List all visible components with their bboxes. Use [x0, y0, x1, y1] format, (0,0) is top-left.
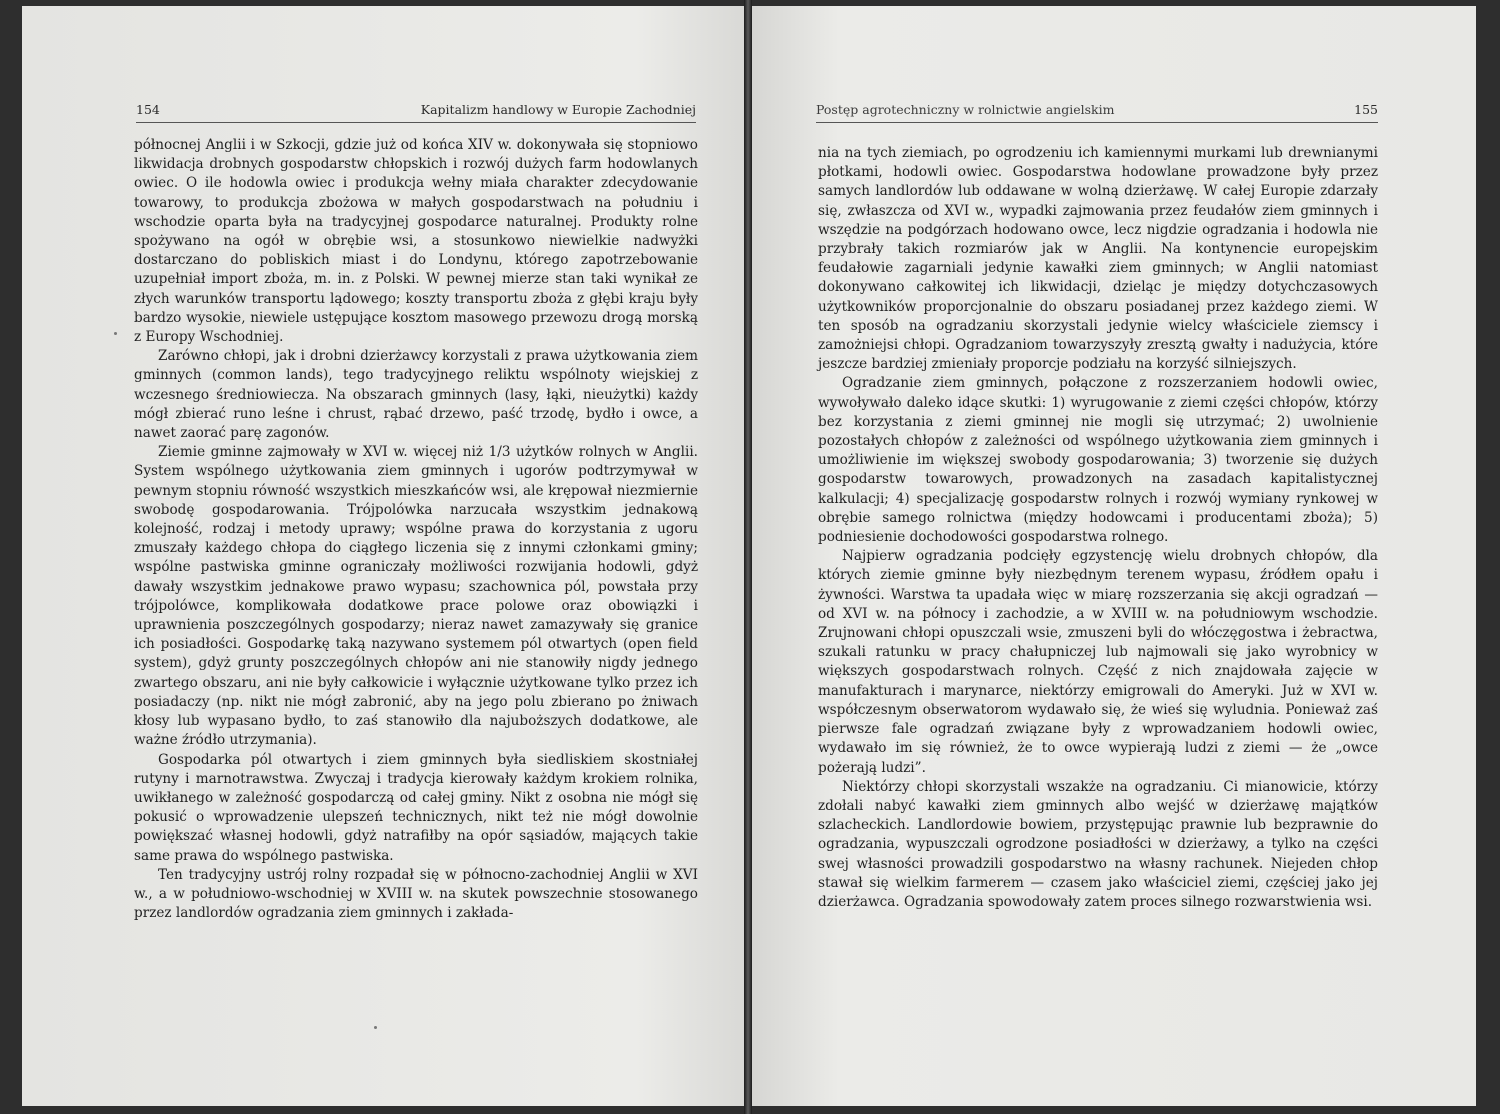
- page-body-left: [134, 136, 698, 923]
- page-number: 155: [1354, 102, 1378, 117]
- running-title: Kapitalizm handlowy w Europie Zachodniej: [420, 102, 696, 117]
- paragraph: Niektórzy chłopi skorzystali wszakże na ogradzaniu. Ci mianowicie, którzy zdołali nabyć kawałki ziem gminnych albo wejść w dzierżawę majątków szlacheckich. Landlordowie bowiem, przystępując prawnie lub bezprawnie do ogradzania, wypuszczali ogrodzone posiadłości w dzierżawy, a tylko na części swej własności prowadzili gospodarstwo na własny rachunek. Niejeden chłop stawał się wielkim farmerem — czasem jako właściciel ziemi, częściej jako jej dzierżawca. Ogradzania spowodowały zatem proces silnego rozwarstwienia wsi.: [818, 778, 1378, 910]
- left-page: [22, 6, 744, 1106]
- paragraph: Zarówno chłopi, jak i drobni dzierżawcy korzystali z prawa użytkowania ziem gminnych (common lands), tego tradycyjnego reliktu wspólnoty wiejskiej z wczesnego średniowiecza. Na obszarach gminnych (lasy, łąki, nieużytki) każdy mógł zbierać runo leśne i chrust, rąbać drzewo, paść trzodę, bydło i owce, a nawet zaorać parę zagonów.: [134, 348, 698, 442]
- book-gutter: [744, 0, 752, 1114]
- page-body-right: [818, 144, 1378, 912]
- right-page: [752, 6, 1476, 1106]
- running-header-right: [816, 98, 1378, 123]
- paragraph: Ten tradycyjny ustrój rolny rozpadał się w północno-zachodniej Anglii w XVI w., a w południowo-wschodniej w XVIII w. na skutek powszechnie stosowanego przez landlordów ogradzania ziem gminnych i zakłada-: [134, 866, 698, 922]
- paragraph: Ogradzanie ziem gminnych, połączone z rozszerzaniem hodowli owiec, wywoływało daleko idące skutki: 1) wyrugowanie z ziemi części chłopów, którzy bez korzystania z ziemi gminnej nie mogli się utrzymać; 2) uwolnienie pozostałych chłopów z zależności od wspólnego użytkowania ziem gminnych i umożliwienie im większej swobody gospodarowania; 3) tworzenie się dużych gospodarstw towarowych, prowadzonych na zasadach kapitalistycznej kalkulacji; 4) specjalizację gospodarstw rolnych i rozwój wymiany rynkowej w obrębie samego rolnictwa (między hodowcami i producentami zboża); 5) podniesienie dochodowości gospodarstwa rolnego.: [818, 375, 1378, 546]
- page-number: 154: [136, 102, 160, 117]
- running-title: Postęp agrotechniczny w rolnictwie angielskim: [816, 102, 1115, 117]
- paragraph: Najpierw ogradzania podcięły egzystencję wielu drobnych chłopów, dla których ziemie gminne były niezbędnym terenem wypasu, źródłem opału i żywności. Warstwa ta upadała więc w miarę rozszerzania się akcji ogradzań — od XVI w. na północy i zachodzie, a w XVIII w. na południowym wschodzie. Zrujnowani chłopi opuszczali wsie, zmuszeni byli do włóczęgostwa i żebractwa, szukali ratunku w pracy chałupniczej lub najmowali się jako wyrobnicy w większych gospodarstwach rolnych. Część z nich znajdowała zajęcie w manufakturach i marynarce, niektórzy emigrowali do Ameryki. Już w XVI w. współczesnym obserwatorom wydawało się, że wieś się wyludnia. Ponieważ zaś pierwsze fale ogradzań związane były z wprowadzaniem hodowli owiec, wydawało im się również, że to owce wypierają ludzi z ziemi — że „owce pożerają ludzi”.: [818, 548, 1378, 776]
- paragraph: północnej Anglii i w Szkocji, gdzie już od końca XIV w. dokonywała się stopniowo likwidacja drobnych gospodarstw chłopskich i rozwój dużych farm hodowlanych owiec. O ile hodowla owiec i produkcja wełny miała charakter zdecydowanie towarowy, to produkcja zbożowa w małych gospodarstwach na południu i wschodzie oparta była na tradycyjnej gospodarce naturalnej. Produkty rolne spożywano na ogół w obrębie wsi, a stosunkowo niewielkie nadwyżki dostarczano do pobliskich miast i do Londynu, którego zapotrzebowanie uzupełniał import zboża, m. in. z Polski. W pewnej mierze stan taki wynikał ze złych warunków transportu lądowego; koszty transportu zboża z głębi kraju były bardzo wysokie, niewiele ustępujące kosztom masowego przewozu drogą morską z Europy Wschodniej.: [134, 137, 698, 346]
- paragraph: Gospodarka pól otwartych i ziem gminnych była siedliskiem skostniałej rutyny i marnotrawstwa. Zwyczaj i tradycja kierowały każdym krokiem rolnika, uwikłanego w zależność gospodarczą od całej gminy. Nikt z osobna nie mógł się pokusić o wprowadzenie ulepszeń technicznych, nikt też nie mógł dowolnie powiększać własnej hodowli, gdyż natrafiłby na opór sąsiadów, mających takie same prawa do wspólnego pastwiska.: [134, 751, 698, 864]
- print-speck: [114, 332, 117, 335]
- paragraph: nia na tych ziemiach, po ogrodzeniu ich kamiennymi murkami lub drewnianymi płotkami, hodowli owiec. Gospodarstwa hodowlane prowadzone były przez samych landlordów lub oddawane w wolną dzierżawę. W całej Europie zdarzały się, zwłaszcza od XVI w., wypadki zajmowania przez feudałów ziem gminnych i wszędzie na podgórzach hodowano owce, lecz nigdzie ogradzania i hodowla nie przybrały takich rozmiarów jak w Anglii. Na kontynencie europejskim feudałowie zagarniali jedynie kawałki ziem gminnych; w Anglii natomiast dokonywano całkowitej ich likwidacji, dzieląc je między dotychczasowych użytkowników proporcjonalnie do obszaru posiadanej przez każdego ziemi. W ten sposób na ogradzaniu skorzystali jedynie wielcy właściciele ziemscy i zamożniejsi chłopi. Ogradzaniom towarzyszyły zresztą gwałty i nadużycia, które jeszcze bardziej zmieniały proporcje podziału na korzyść silniejszych.: [818, 145, 1378, 373]
- print-speck: [374, 1026, 377, 1029]
- paragraph: Ziemie gminne zajmowały w XVI w. więcej niż 1/3 użytków rolnych w Anglii. System wspólnego użytkowania ziem gminnych i ugorów podtrzymywał w pewnym stopniu równość wszystkich mieszkańców wsi, ale krępował niezmiernie swobodę gospodarowania. Trójpolówka narzucała wszystkim jednakową kolejność, rodzaj i metody uprawy; wspólne prawa do korzystania z ugoru zmuszały każdego chłopa do ciągłego liczenia się z innymi członkami gminy; wspólne pastwiska gminne ograniczały możliwości rozwijania hodowli, gdyż dawały wszystkim jednakowe prawo wypasu; szachownica pól, powstała przy trójpolówce, komplikowała dodatkowe prace polowe oraz obowiązki i uprawnienia poszczególnych gospodarzy; nieraz nawet zamazywały się granice ich posiadłości. Gospodarkę taką nazywano systemem pól otwartych (open field system), gdyż grunty poszczególnych chłopów ani nie stanowiły nigdy jednego zwartego obszaru, ani nie były całkowicie i wyłącznie użytkowane tylko przez ich posiadaczy (np. nikt nie mógł zabronić, aby na jego polu zbierano po żniwach kłosy lub wypasano bydło, to zaś stanowiło dla najuboższych dodatkowe, ale ważne źródło utrzymania).: [134, 444, 698, 749]
- running-header-left: [136, 98, 696, 123]
